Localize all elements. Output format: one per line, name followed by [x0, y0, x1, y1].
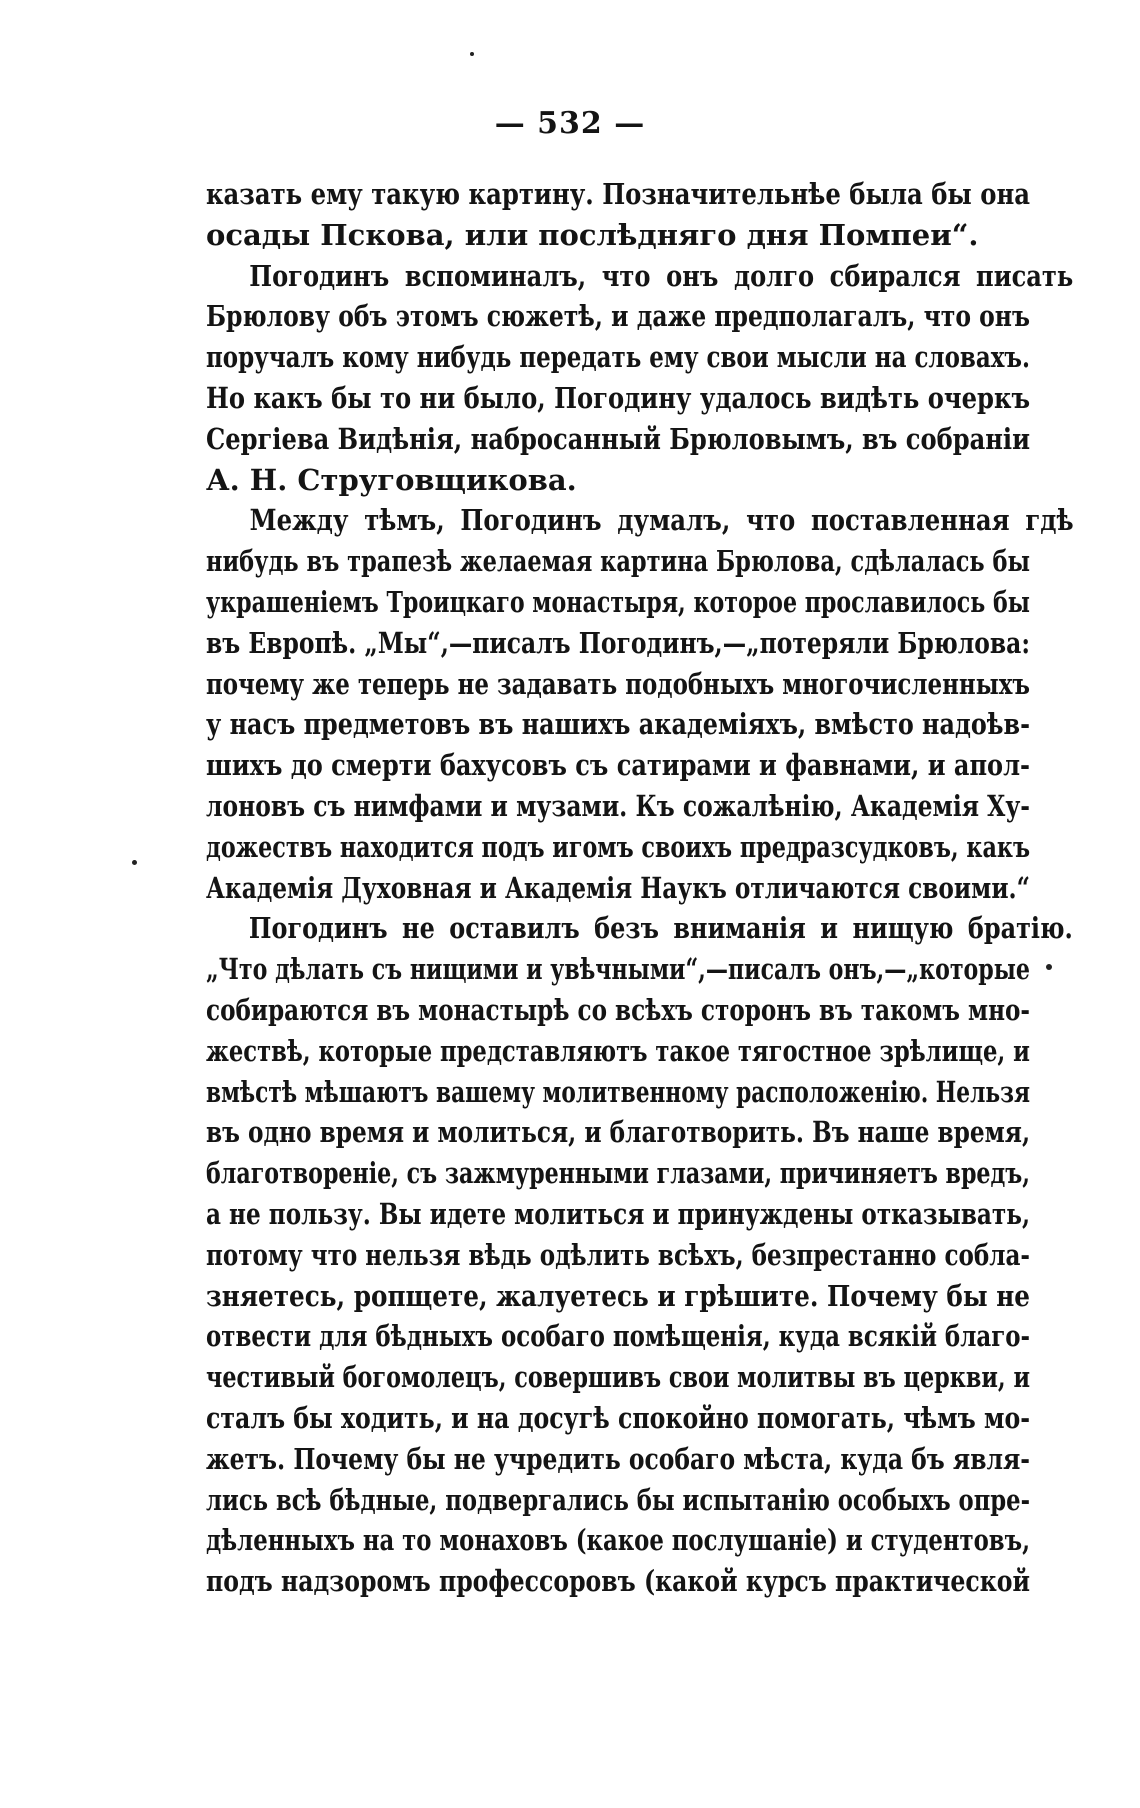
page-number: — 532 —	[494, 106, 646, 141]
text-line: Погодинъ не оставилъ безъ вниманія и нищую братію.	[248, 911, 1073, 946]
text-line: а не пользу. Вы идете молиться и принуждены отказывать,	[206, 1196, 1031, 1231]
print-speck	[470, 52, 474, 56]
text-line: у насъ предметовъ въ нашихъ академіяхъ, вмѣсто надоѣв-	[206, 707, 1031, 742]
text-line: Погодинъ вспоминалъ, что онъ долго сбирался писать	[249, 258, 1074, 293]
text-line: отвести для бѣдныхъ особаго помѣщенія, куда всякій благо-	[206, 1319, 1031, 1354]
text-line: въ Европѣ. „Мы“,—писалъ Погодинъ,—„потеряли Брюлова:	[206, 625, 1031, 660]
text-line: въ одно время и молиться, и благотворить. Въ наше время,	[206, 1115, 1031, 1150]
text-line: осады Пскова, или послѣдняго дня Помпеи“.	[206, 217, 979, 252]
text-line: дѣленныхъ на то монаховъ (какое послушаніе) и студентовъ,	[206, 1523, 1031, 1558]
text-line: жетъ. Почему бы не учредить особаго мѣста, куда бъ явля-	[206, 1441, 1031, 1476]
text-line: Брюлову объ этомъ сюжетѣ, и даже предполагалъ, что онъ	[206, 299, 1030, 334]
text-line: подъ надзоромъ профессоровъ (какой курсъ практической	[206, 1564, 1031, 1599]
text-line: Сергіева Видѣнія, набросанный Брюловымъ, въ собраніи	[206, 421, 1031, 456]
text-line: лись всѣ бѣдные, подвергались бы испытанію особыхъ опре-	[206, 1482, 1031, 1517]
text-line: зняетесь, ропщете, жалуетесь и грѣшите. Почему бы не	[206, 1278, 1030, 1313]
text-line: Между тѣмъ, Погодинъ думалъ, что поставленная гдѣ	[249, 503, 1074, 538]
text-line: почему же теперь не задавать подобныхъ многочисленныхъ	[206, 666, 1030, 701]
text-line: нибудь въ трапезѣ желаемая картина Брюлова, сдѣлалась бы	[206, 544, 1030, 579]
text-line: украшеніемъ Троицкаго монастыря, которое прославилось бы	[206, 584, 1030, 619]
text-line: лоновъ съ нимфами и музами. Къ сожалѣнію, Академія Ху-	[206, 788, 1031, 823]
text-line: А. Н. Струговщикова.	[206, 462, 577, 497]
text-line: поручалъ кому нибудь передать ему свои мысли на словахъ.	[206, 340, 1030, 375]
text-line: благотвореніе, съ зажмуренными глазами, причиняетъ вредъ,	[206, 1156, 1030, 1191]
text-line: сталъ бы ходить, и на досугѣ спокойно помогать, чѣмъ мо-	[206, 1400, 1031, 1435]
text-line: дожествъ находится подъ игомъ своихъ предразсудковъ, какъ	[206, 829, 1031, 864]
text-line: собираются въ монастырѣ со всѣхъ сторонъ въ такомъ мно-	[206, 992, 1030, 1027]
text-line: жествѣ, которые представляютъ такое тягостное зрѣлище, и	[206, 1033, 1030, 1068]
print-speck	[1046, 964, 1052, 970]
print-speck	[132, 860, 137, 865]
text-line: вмѣстѣ мѣшаютъ вашему молитвенному расположенію. Нельзя	[206, 1074, 1030, 1109]
text-line: казать ему такую картину. Позначительнѣе была бы она	[206, 177, 1031, 211]
text-line: честивый богомолецъ, совершивъ свои молитвы въ церкви, и	[206, 1360, 1031, 1395]
body-text	[206, 174, 1074, 1602]
text-line: шихъ до смерти бахусовъ съ сатирами и фавнами, и апол-	[206, 748, 1030, 783]
text-line: потому что нельзя вѣдь одѣлить всѣхъ, безпрестанно собла-	[206, 1237, 1030, 1272]
text-line: Но какъ бы то ни было, Погодину удалось видѣть очеркъ	[206, 380, 1031, 415]
text-line: „Что дѣлать съ нищими и увѣчными“,—писалъ онъ,—„которые	[206, 952, 1031, 987]
text-line: Академія Духовная и Академія Наукъ отличаются своими.“	[206, 870, 1031, 905]
